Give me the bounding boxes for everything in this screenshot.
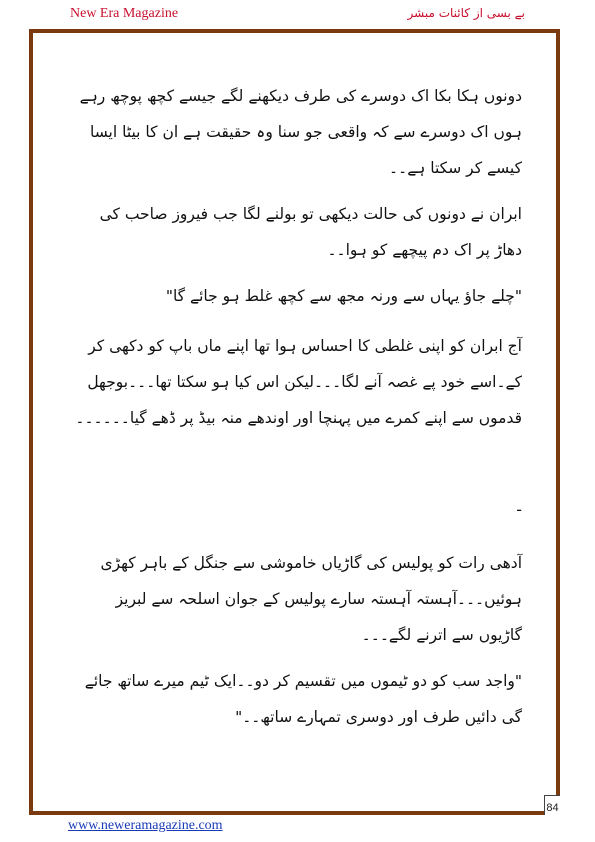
magazine-name: New Era Magazine xyxy=(70,6,179,21)
story-title: بے بسی از کائنات مبشر xyxy=(407,6,525,20)
paragraph-dialogue: "چلے جاؤ یہاں سے ورنہ مجھ سے کچھ غلط ہو جائے گا" xyxy=(165,287,522,305)
paragraph: آج ابران کو اپنی غلطی کا احساس ہوا تھا اپنے ماں باپ کو دکھی کر کے۔اسے خود پے غصہ آنے لگا۔۔۔لیکن اس کیا ہو سکتا تھا۔۔۔بوجھل قدموں سے اپنے کمرے میں پہنچا اور اوندھے منہ بیڈ پر ڈھے گیا۔۔۔۔۔۔ xyxy=(75,337,522,427)
story-body xyxy=(72,78,522,446)
story-body-section-2 xyxy=(72,545,522,745)
website-link[interactable]: www.neweramagazine.com xyxy=(68,818,223,833)
paragraph: آدھی رات کو پولیس کی گاڑیاں خاموشی سے جنگل کے باہر کھڑی ہوئیں۔۔۔آہستہ آہستہ سارے پولیس کے جوان اسلحہ سے لبریز گاڑیوں سے اترنے لگے۔۔۔ xyxy=(100,554,522,644)
paragraph: ابران نے دونوں کی حالت دیکھی تو بولنے لگا جب فیروز صاحب کی دھاڑ پر اک دم پیچھے کو ہوا۔۔ xyxy=(99,205,522,259)
page-number: 84 xyxy=(544,795,560,815)
paragraph-dialogue: "واجد سب کو دو ٹیموں میں تقسیم کر دو۔۔ایک ٹیم میرے ساتھ جائے گی دائیں طرف اور دوسری تمہارے ساتھ۔۔" xyxy=(84,672,522,726)
section-break-mark: - xyxy=(516,500,522,519)
paragraph: دونوں ہکا بکا اک دوسرے کی طرف دیکھنے لگے جیسے کچھ پوچھ رہے ہوں اک دوسرے سے کہ واقعی جو سنا وہ حقیقت ہے ان کا بیٹا ایسا کیسے کر سکتا ہے۔۔ xyxy=(79,87,522,177)
